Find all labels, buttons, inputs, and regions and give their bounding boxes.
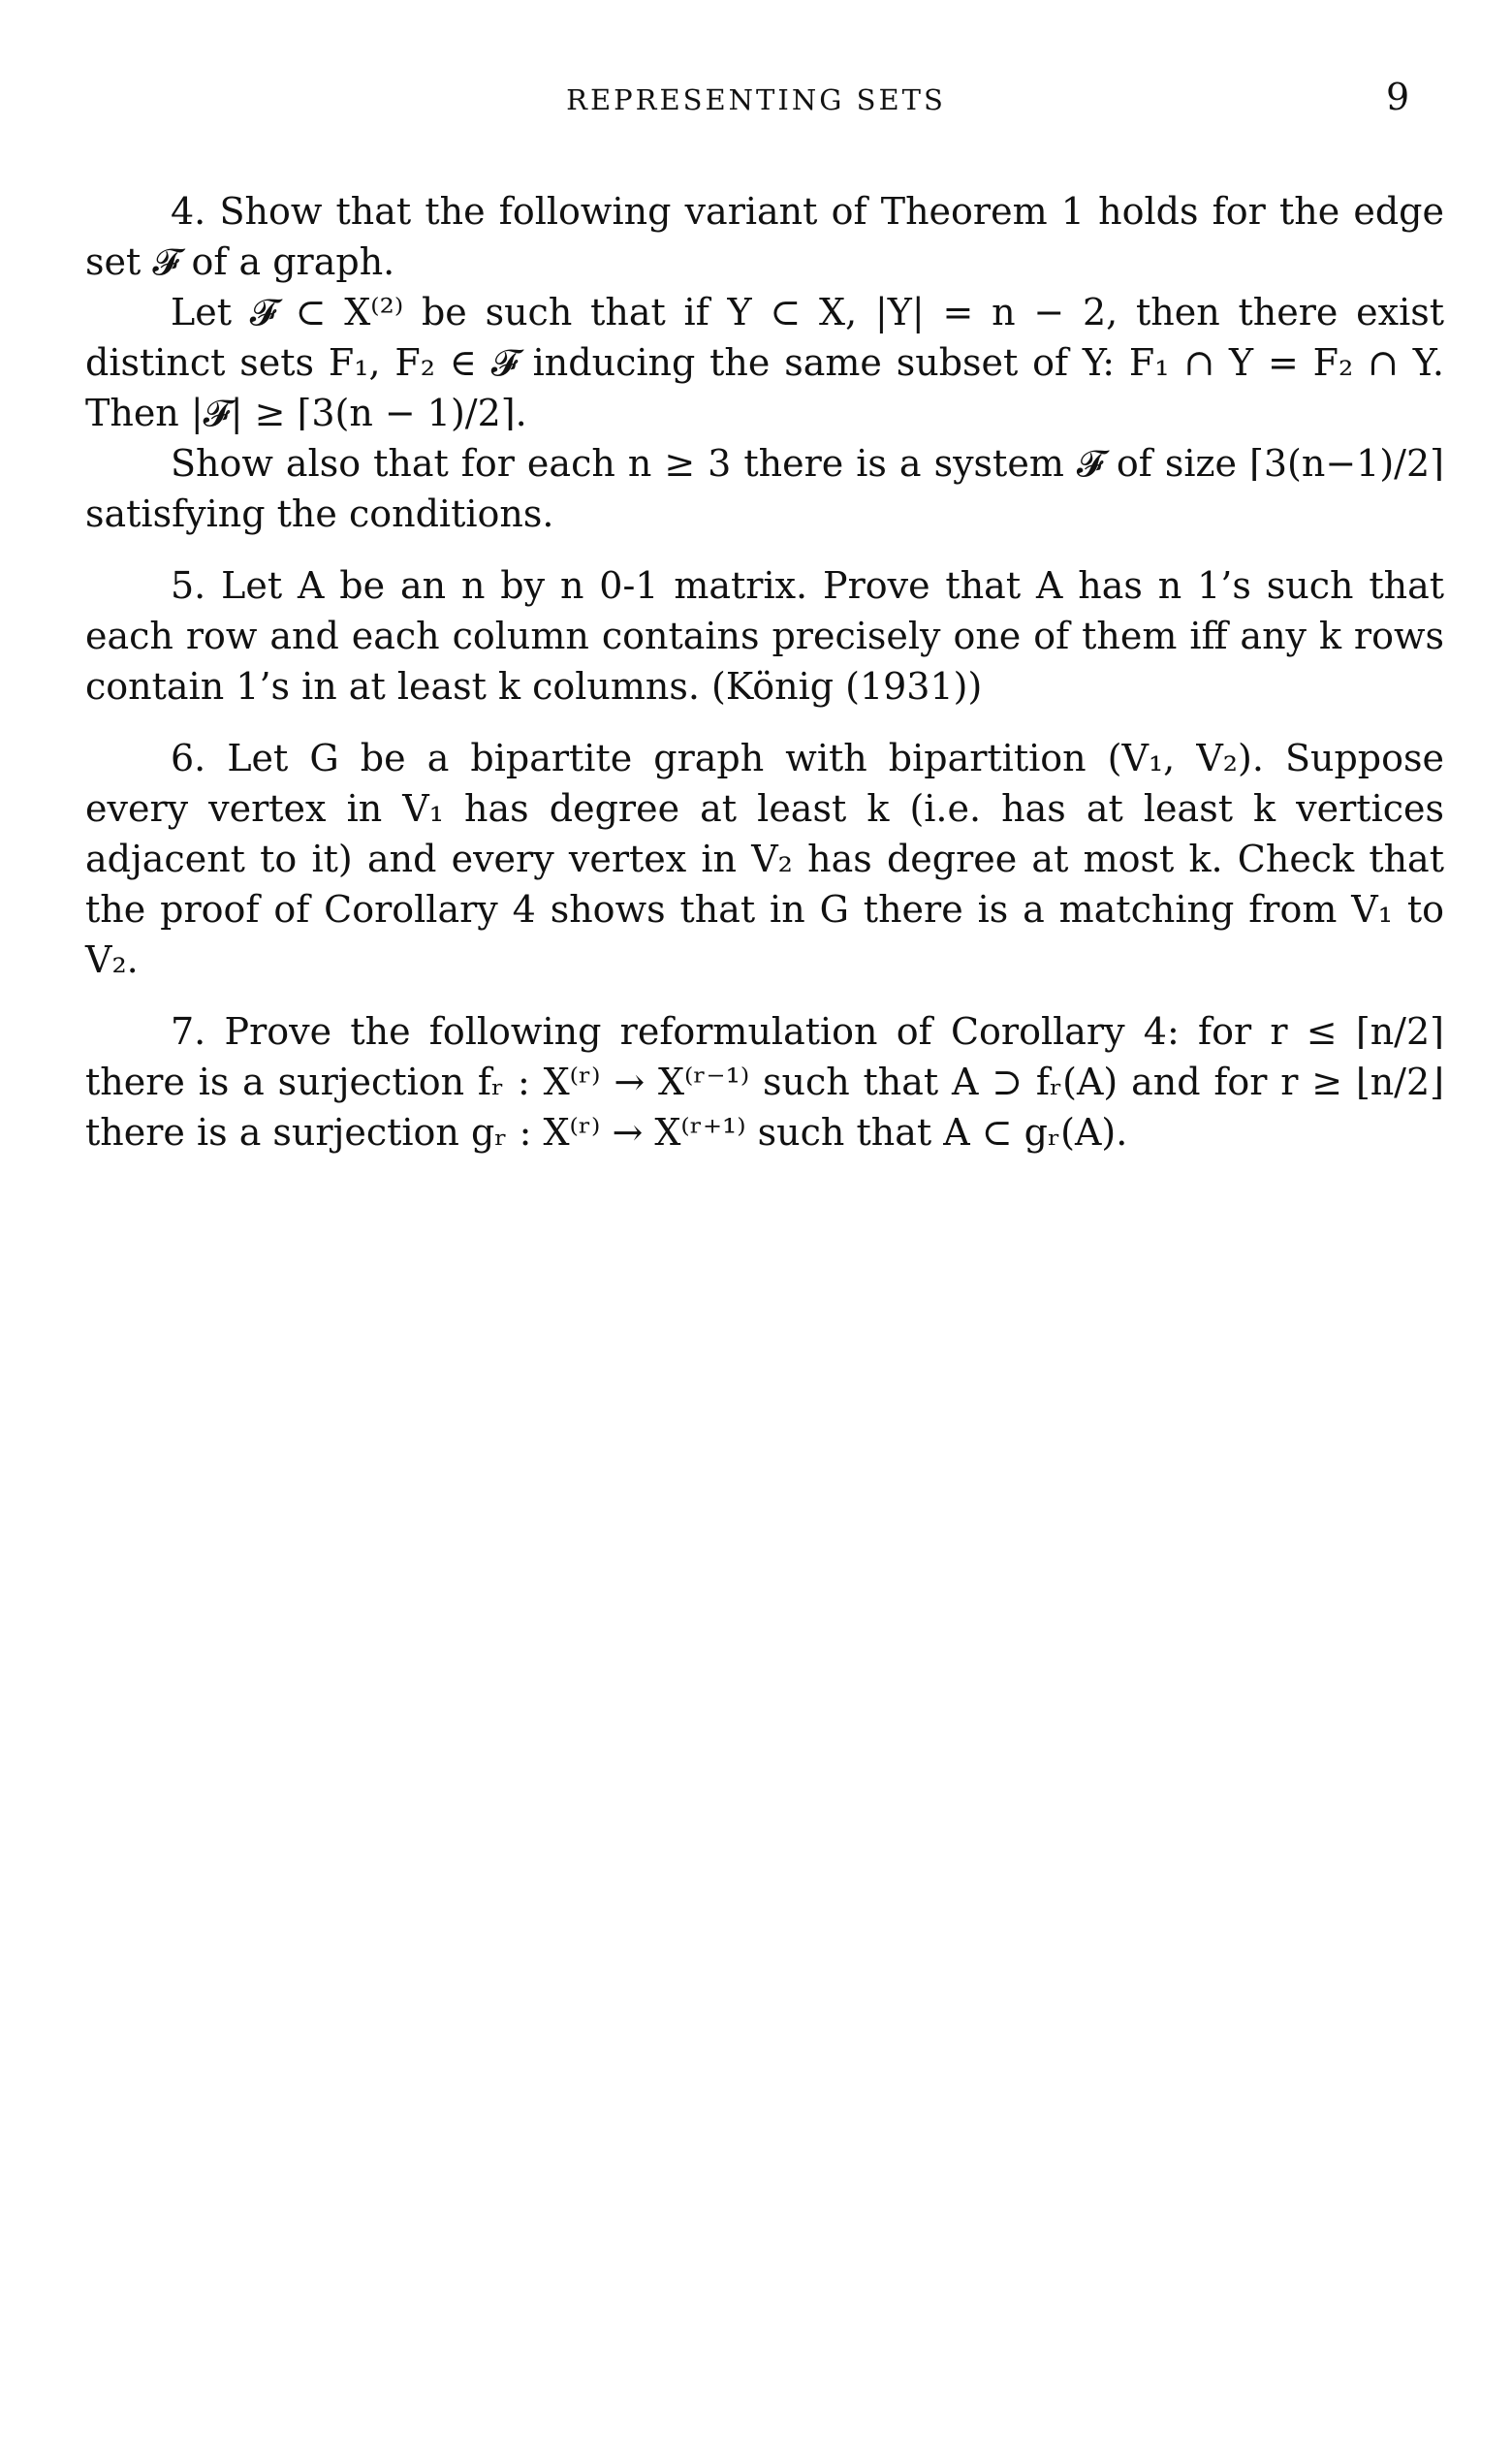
exercise-7: 7. Prove the following reformulation of Corollary 4: for r ≤ ⌈n/2⌉ there is a surjection fᵣ : X⁽ʳ⁾ → X⁽ʳ⁻¹⁾ such that A ⊃ fᵣ(A) and for r ≥ ⌊n/2⌋ there is a surjection gᵣ : X⁽ʳ⁾ → X⁽ʳ⁺¹⁾ such that A ⊂ gᵣ(A).: [85, 1010, 1444, 1154]
exercise-5: 5. Let A be an n by n 0-1 matrix. Prove that A has n 1’s such that each row and each column contains precisely one of them iff any k rows contain 1’s in at least k columns. (König (1931)): [85, 564, 1444, 708]
running-head: REPRESENTING SETS: [566, 83, 946, 116]
page-number: 9: [1386, 76, 1410, 118]
exercise-4-statement: Let 𝓕 ⊂ X⁽²⁾ be such that if Y ⊂ X, |Y| = n − 2, then there exist distinct sets F₁, F₂ ∈ 𝓕 inducing the same subset of Y: F₁ ∩ Y = F₂ ∩ Y. Then |𝓕| ≥ ⌈3(n − 1)/2⌉.: [85, 291, 1444, 434]
exercise-list: [85, 186, 1444, 1158]
exercise-6: 6. Let G be a bipartite graph with bipartition (V₁, V₂). Suppose every vertex in V₁ has degree at least k (i.e. has at least k vertices adjacent to it) and every vertex in V₂ has degree at most k. Check that the proof of Corollary 4 shows that in G there is a matching from V₁ to V₂.: [85, 737, 1444, 981]
exercise-4-intro: 4. Show that the following variant of Theorem 1 holds for the edge set 𝓕 of a graph.: [85, 190, 1444, 283]
exercise-4-followup: Show also that for each n ≥ 3 there is a system 𝓕 of size ⌈3(n−1)/2⌉ satisfying the conditions.: [85, 442, 1444, 535]
